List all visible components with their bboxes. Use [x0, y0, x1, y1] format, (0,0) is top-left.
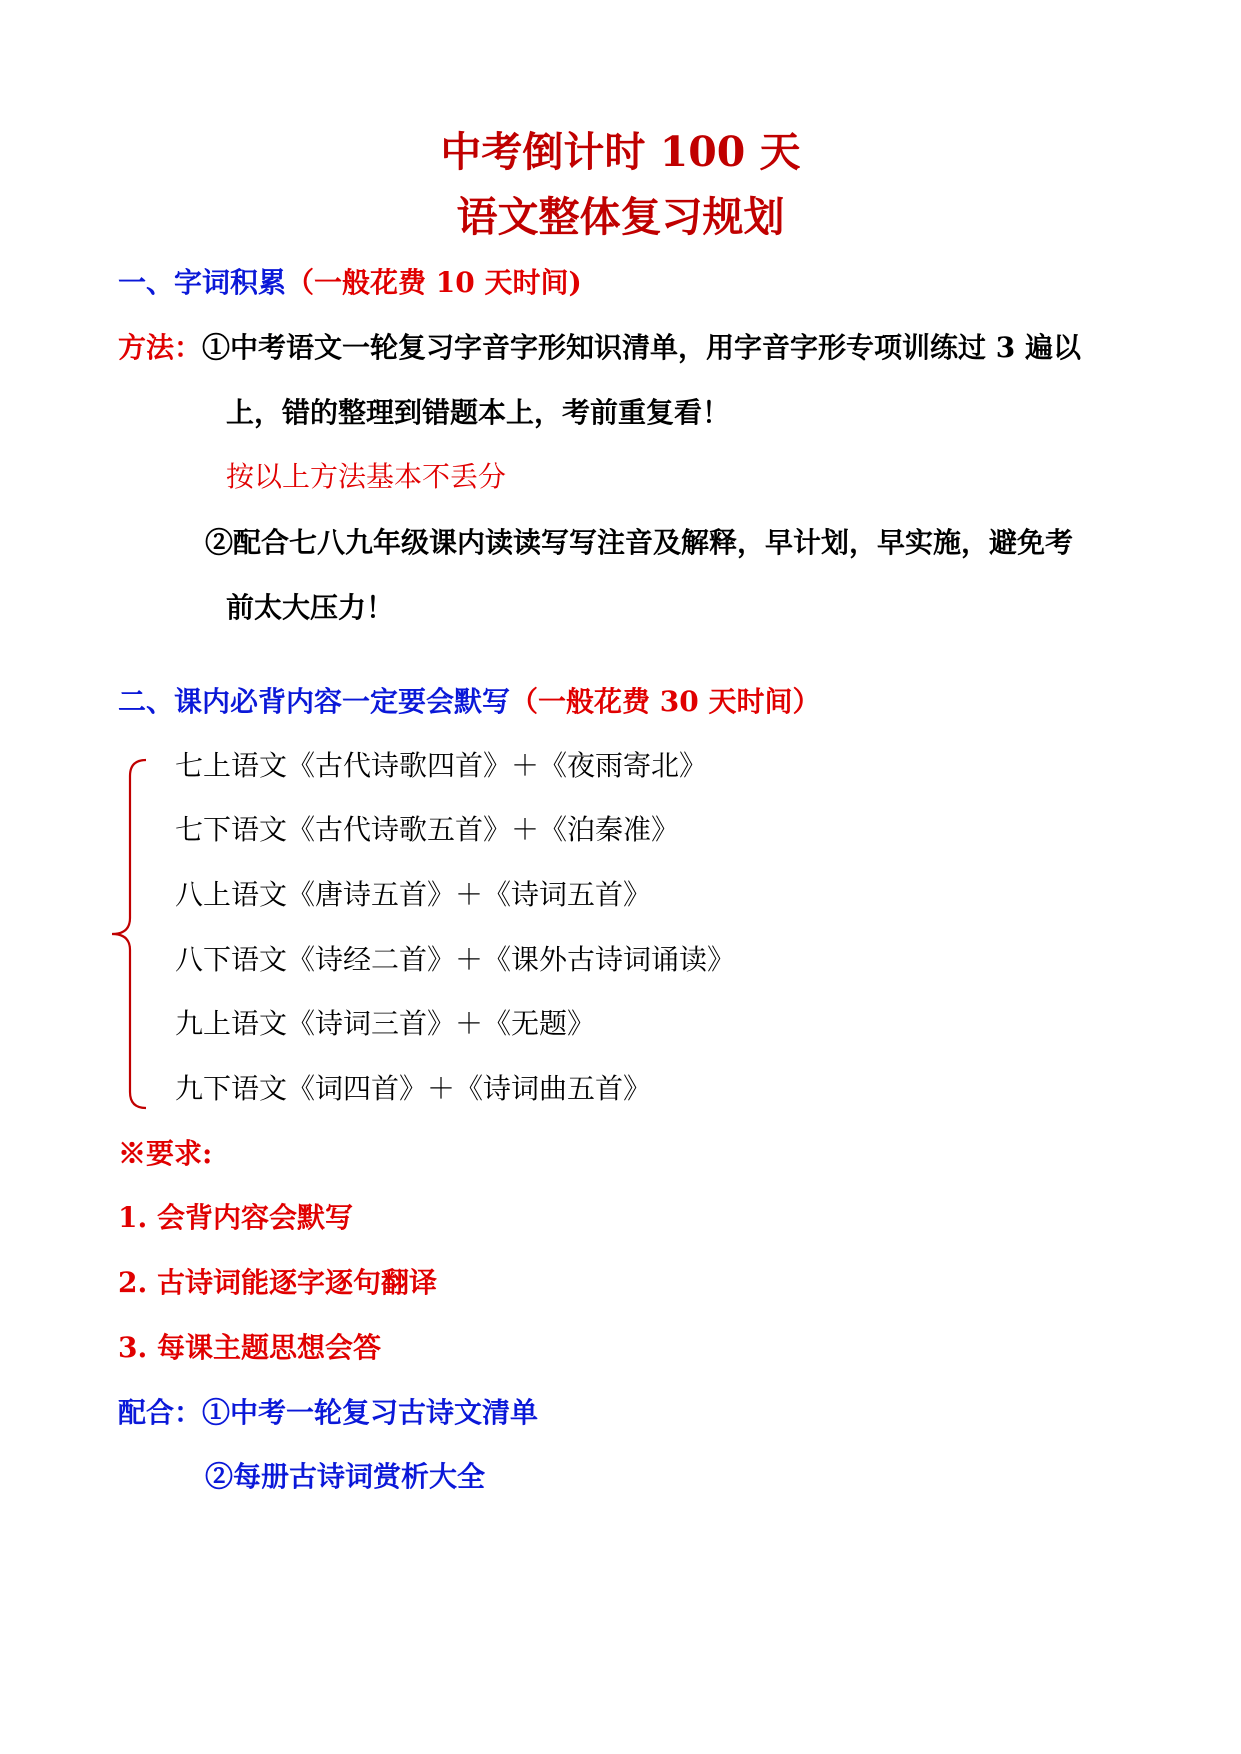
list-item: 八上语文《唐诗五首》＋《诗词五首》	[175, 878, 652, 911]
page-title: 中考倒计时 100 天	[440, 128, 801, 176]
list-item: 七下语文《古代诗歌五首》＋《泊秦准》	[175, 813, 680, 846]
section1-heading-main: 一、字词积累	[118, 266, 287, 299]
requirement-item: 2. 古诗词能逐字逐句翻译	[118, 1266, 437, 1299]
section2-heading-note: （一般花费 30 天时间）	[510, 685, 821, 718]
list-item: 八下语文《诗经二首》＋《课外古诗词诵读》	[175, 943, 736, 976]
method-item1-line1	[118, 328, 1081, 368]
method-item1-line2: 上，错的整理到错题本上，考前重复看！	[226, 396, 731, 429]
match-label: 配合：	[118, 1396, 203, 1429]
list-item: 九上语文《诗词三首》＋《无题》	[175, 1007, 596, 1040]
list-item: 七上语文《古代诗歌四首》＋《夜雨寄北》	[175, 749, 708, 782]
method-highlight: 按以上方法基本不丢分	[226, 460, 507, 493]
section2-heading	[118, 682, 820, 722]
list-item: 九下语文《词四首》＋《诗词曲五首》	[175, 1072, 652, 1105]
requirement-item: 3. 每课主题思想会答	[118, 1331, 381, 1364]
method-item2-line1: ②配合七八九年级课内读读写写注音及解释，早计划，早实施，避免考	[205, 526, 1074, 559]
requirement-item: 1. 会背内容会默写	[118, 1201, 353, 1234]
requirements-label: ※要求:	[118, 1137, 213, 1170]
page-subtitle: 语文整体复习规划	[456, 193, 785, 241]
match-item: ①中考一轮复习古诗文清单	[202, 1396, 539, 1429]
section1-heading-note: （一般花费 10 天时间)	[286, 266, 582, 299]
section1-heading	[118, 263, 582, 303]
match-line1	[118, 1393, 538, 1433]
method-item2-line2: 前太大压力！	[226, 591, 395, 624]
method-item1-text: ①中考语文一轮复习字音字形知识清单，用字音字形专项训练过 3 遍以	[202, 331, 1081, 364]
match-item: ②每册古诗词赏析大全	[205, 1460, 486, 1493]
method-label: 方法：	[118, 331, 203, 364]
section2-heading-main: 二、课内必背内容一定要会默写	[118, 685, 511, 718]
curly-brace-icon	[108, 758, 148, 1110]
